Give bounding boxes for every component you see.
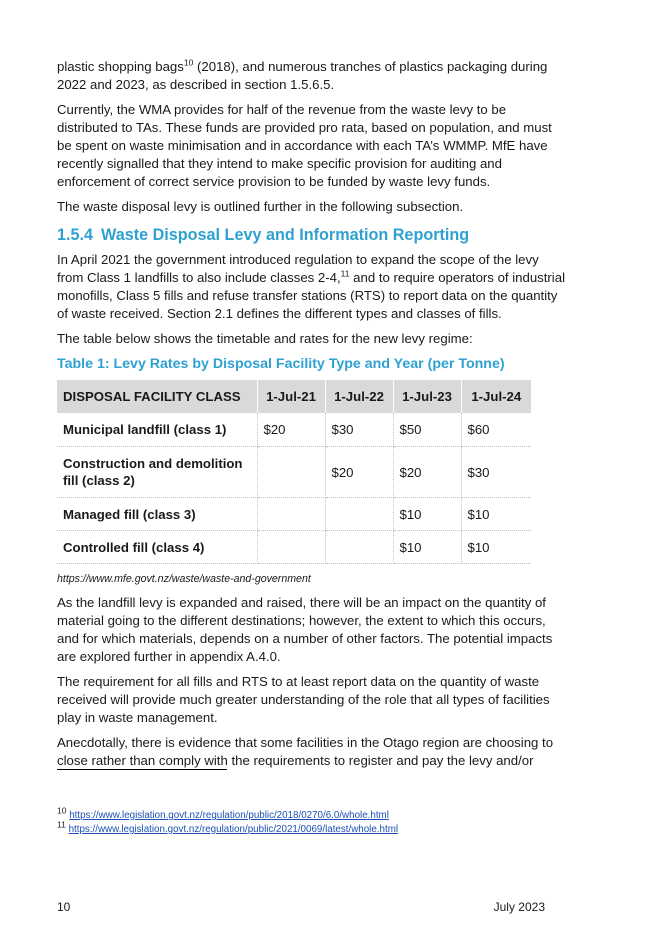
footnote-link[interactable]: https://www.legislation.govt.nz/regulation/public/2021/0069/latest/whole.html — [68, 824, 399, 835]
footnote-number: 11 — [57, 819, 66, 830]
table-cell: $20 — [393, 447, 461, 498]
table-cell: $10 — [461, 531, 531, 564]
table-header-cell: 1-Jul-24 — [461, 380, 531, 413]
row-label: Controlled fill (class 4) — [57, 531, 257, 564]
table-cell: $50 — [393, 413, 461, 447]
footnote-10 — [57, 805, 389, 822]
table-caption: Table 1: Levy Rates by Disposal Facility Type and Year (per Tonne) — [57, 356, 505, 372]
table-row — [57, 447, 531, 498]
table-cell — [257, 498, 325, 531]
levy-rates-table — [57, 380, 531, 564]
table-cell — [257, 447, 325, 498]
table-row — [57, 498, 531, 531]
footnote-ref-11[interactable]: 11 — [340, 268, 350, 279]
footnote-ref-10[interactable]: 10 — [183, 57, 194, 68]
section-title: Waste Disposal Levy and Information Reporting — [101, 226, 470, 244]
row-label: Municipal landfill (class 1) — [57, 413, 257, 447]
row-label: Managed fill (class 3) — [57, 498, 257, 531]
table-header-cell: 1-Jul-21 — [257, 380, 325, 413]
page-number: 10 — [57, 900, 71, 914]
table-cell: $60 — [461, 413, 531, 447]
landfill-paragraph: As the landfill levy is expanded and raised, there will be an impact on the quantity of material going to the different destinations; however, the extent to which this occurs, and for which materials, depends on a number of other factors. The potential impacts are explored further in appendix A.4.0. — [57, 595, 553, 664]
table-header-cell: 1-Jul-22 — [325, 380, 393, 413]
table-header-row — [57, 380, 531, 413]
footnote-11 — [57, 819, 399, 836]
table-row — [57, 531, 531, 564]
table-header-cell: DISPOSAL FACILITY CLASS — [57, 380, 257, 413]
table-cell — [257, 531, 325, 564]
table-cell: $20 — [257, 413, 325, 447]
footnote-link[interactable]: https://www.legislation.govt.nz/regulation/public/2018/0270/6.0/whole.html — [69, 810, 389, 821]
outline-paragraph: The waste disposal levy is outlined further in the following subsection. — [57, 199, 464, 214]
table-cell: $10 — [393, 498, 461, 531]
table-cell: $10 — [461, 498, 531, 531]
requirement-paragraph: The requirement for all fills and RTS to at least report data on the quantity of waste received will provide much greater understanding of the role that all types of facilities play in waste management. — [57, 674, 550, 725]
section-heading — [57, 225, 567, 245]
row-label: Construction and demolition fill (class 2) — [57, 447, 257, 498]
table-cell — [325, 498, 393, 531]
footnote-divider — [57, 769, 227, 770]
table-cell: $20 — [325, 447, 393, 498]
table-header-cell: 1-Jul-23 — [393, 380, 461, 413]
section-number: 1.5.4 — [57, 226, 94, 244]
table-cell — [325, 531, 393, 564]
table-row — [57, 413, 531, 447]
intro-paragraph: plastic shopping bags$^{10}$ (2018), and numerous tranches of plastics packaging during 2022 and 2023, as described in section 1.5.6.5. — [57, 57, 548, 92]
table-cell: $30 — [461, 447, 531, 498]
footnote-number: 10 — [57, 805, 67, 816]
table-intro-paragraph: The table below shows the timetable and rates for the new levy regime: — [57, 331, 473, 346]
table-cell: $10 — [393, 531, 461, 564]
footer-date: July 2023 — [493, 900, 545, 914]
table-source: https://www.mfe.govt.nz/waste/waste-and-government — [57, 573, 311, 585]
wma-paragraph: Currently, the WMA provides for half of the revenue from the waste levy to be distributed to TAs. These funds are provided pro rata, based on population, and must be spent on waste minimisation and in accordance with each TA’s WMMP. MfE have recently signalled that they intend to make specific provision for auditing and enforcement of correct service provision to be funded by waste levy funds. — [57, 102, 552, 189]
table-cell: $30 — [325, 413, 393, 447]
april-paragraph: In April 2021 the government introduced regulation to expand the scope of the levy from Class 1 landfills to also include classes 2-4,11 and to require operators of industrial monofills, Class 5 fills and refuse transfer stations (RTS) to report data on the quantity of waste received. Section 2.1 defines the different types and classes of fills. — [57, 252, 566, 321]
page-body — [57, 58, 567, 777]
anecdotal-paragraph: Anecdotally, there is evidence that some facilities in the Otago region are choosing to close rather than comply with the requirements to register and pay the levy and/or — [57, 735, 554, 768]
